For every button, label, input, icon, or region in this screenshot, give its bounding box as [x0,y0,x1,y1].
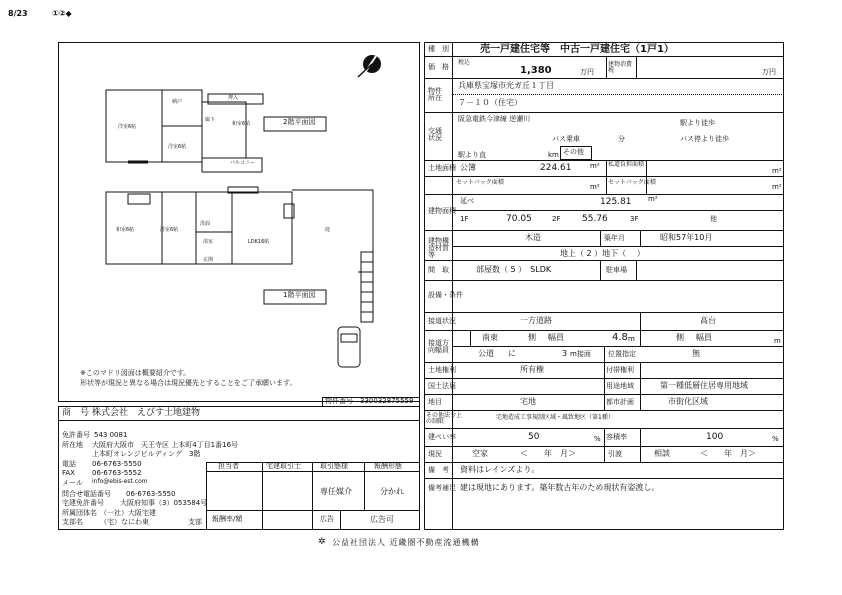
label-road-direction: 接道方向幅員 [428,339,449,354]
kokoku-value: 広告可 [370,515,394,524]
remarks-extra: 建は現地にあります。築年数古年のため現状有姿渡し。 [460,483,660,492]
label-chimoku: 地目 [428,398,442,406]
label-floor-ratio: 容積率 [606,433,627,441]
position-value: 無 [692,349,700,358]
building-tax-unit: 万円 [762,68,776,76]
room-label: 庭 [325,227,331,233]
label-setsubi: 設備・条件 [428,291,463,299]
inquiry-label: 問合せ電話番号 [62,490,111,498]
frontage-label: m接面 [570,350,591,358]
use-zone: 第一種低層住居専用地域 [660,381,748,390]
plan-label-second-floor: 2階平面図 [283,118,316,126]
label-built-date: 築年月 [604,234,625,242]
room-label: 洋室6帖 [118,124,137,130]
road-status: 一方道路 [520,316,552,325]
bukken-number: 330032875559 [360,397,414,405]
nobe-label: 延べ [460,197,474,205]
label-road-status: 接道状況 [428,317,456,325]
address-line-2: ７－１０（住宅） [458,98,522,107]
room-label: 納戸 [172,99,183,105]
frontage-value: 3 [562,349,568,358]
kokoku-label: 広告 [320,515,334,523]
setback-unit-2: m² [772,183,782,191]
city-planning: 市街化区域 [668,397,708,406]
footer-organization: 公益社団法人 近畿圏不動産流通機構 [332,538,480,547]
room-label: 玄関 [203,257,214,263]
fax-label: FAX [62,469,75,477]
plan-label-first-floor: 1階平面図 [283,291,316,299]
header-icons: ①②◆ [52,9,72,18]
room-label: 洋室6帖 [168,144,187,150]
label-attached-rights: 付帯権利 [606,366,634,374]
madori-value: 部屋数（ 5 ） SLDK [476,265,552,274]
land-area-value: 224.61 [540,163,572,173]
plan-note-1: ※このマドリ図面は概要紹介です。 [80,369,191,377]
label-kakaku: 価 格 [428,63,449,71]
label-remarks: 備 考 [428,466,449,474]
floor-2-label: 2F [552,215,561,223]
label-remarks-extra: 備考補足 [428,484,456,492]
room-label: LDK16帖 [248,239,270,245]
bus-ride: バス乗車 [552,135,580,143]
nobe-value: 125.81 [600,197,632,207]
current-status-date: ＜ 年 月＞ [520,449,576,458]
road-side-2: 側 [676,333,684,342]
built-date: 昭和57年10月 [660,233,713,242]
train-line: 阪急電鉄今津線 逆瀬川 [458,115,531,123]
bus-walk: バス停より徒歩 [680,135,729,143]
role-header-houshu: 報酬形態 [374,462,402,470]
label-building-area: 建物面積 [428,207,456,215]
label-current-status: 現況 [428,450,442,458]
label-parking: 駐車場 [606,266,627,274]
floor-other-label: 他 [710,215,717,223]
branch-name: （宅）なにわ東 [100,518,149,526]
tel-label: 電話 [62,460,76,468]
label-position: 位置指定 [608,350,636,358]
bukken-number-label: 物件番号 [325,397,353,405]
label-kokudo: 国土法届 [428,382,456,390]
license-number: 543 0081 [94,431,128,439]
floor-1-label: 1F [460,215,469,223]
property-title: 売一戸建住宅等 中古一戸建住宅（1戸1） [480,44,674,55]
label-setback: セットバック面積 [456,179,504,186]
road-ni: に [508,349,516,358]
road-direction-1: 南東 [482,333,498,342]
nobe-unit: m² [648,195,658,203]
current-status: 空家 [472,449,488,458]
license-label: 免許番号 [62,431,90,439]
houshu-value: 分かれ [380,487,404,496]
room-label: 押入 [228,95,239,101]
floor-ratio-unit: % [772,435,779,443]
label-structure: 建物構造材質等 [428,237,449,259]
room-label: 和室6帖 [116,227,135,233]
floor-2-value: 55.76 [582,214,608,224]
takadai-label: 高台 [700,316,716,325]
km-unit: km [548,151,559,159]
remarks: 資料はレインズより。 [460,465,540,474]
label-land-area: 土地面積 [428,164,456,172]
land-rights: 所有権 [520,365,544,374]
land-area-type: 公簿 [460,163,476,172]
plan-note-2: 形状等が現況と異なる場合は現況優先とすることをご了承願います。 [80,379,297,387]
compass-icon [358,55,381,77]
road-width-label-2: 幅員 [696,333,712,342]
label-coverage: 建ぺい率 [428,433,456,441]
role-header-tantou: 担当者 [218,462,239,470]
price-unit: 万円 [580,68,594,76]
chimoku-value: 宅地 [520,397,536,406]
label-private-road: 私道負担面積 [608,161,645,168]
road-side-1: 側 [528,333,536,342]
label-land-rights: 土地権利 [428,366,456,374]
company-address-2: 上本町オレンジビルディング 3階 [92,450,201,458]
land-area-unit: m² [590,162,600,170]
label-other-restrictions: その他法令上の制限 [426,412,463,425]
public-road: 公道 [478,349,494,358]
room-label: 和室6帖 [232,121,251,127]
floor-ratio-value: 100 [706,432,724,442]
takken-number: 大阪府知事（3）053584号 [120,499,208,507]
road-width-unit: m [628,335,635,343]
branch-label: 支部名 [62,518,83,526]
address-line-1: 兵庫県宝塚市光ガ丘１丁目 [458,81,554,90]
association-label: 所属団体名 [62,509,97,517]
other-restrictions: 宅地造成工事規制区域・風致地区（第1種） [496,414,614,421]
room-label: 洗面 [200,221,211,227]
structure-value: 木造 [525,233,541,242]
car-icon [338,327,360,367]
road-width-label: 幅員 [548,333,564,342]
minutes-unit: 分 [618,135,625,143]
label-kotsu: 交通状況 [428,127,442,142]
road-width-value: 4.8 [612,332,628,343]
setback-unit: m² [590,183,600,191]
label-madori: 間 取 [428,266,449,274]
label-use-zone: 用途地域 [606,382,634,390]
page-number: 8/23 [8,9,28,18]
address-label: 所在地 [62,441,83,449]
floor-3-label: 3F [630,215,639,223]
company-fax: 06-6763-5552 [92,469,142,477]
label-city-planning: 都市計画 [606,398,634,406]
price-tax-note: 税込 [458,59,471,66]
branch-suffix: 支部 [188,518,202,526]
footer-logo-icon: ✲ [318,537,326,547]
company-name: 株式会社 えびす土地建物 [92,408,201,418]
label-setback-2: セットバック面積 [608,179,656,186]
role-header-takken: 宅建取引士 [266,462,301,470]
floors-value: 地上（ 2 ）地下（ ） [560,249,645,258]
label-shubetsu: 種 別 [428,45,449,53]
inquiry-tel: 06-6763-5550 [126,490,176,498]
private-road-unit: m² [772,167,782,175]
association-name: （一社）大阪宅建 [100,509,156,517]
price-value: 1,380 [520,65,552,76]
company-mail[interactable]: info@ebis-est.com [92,478,148,485]
label-handover: 引渡 [608,450,622,458]
torihiki-value: 専任媒介 [320,487,352,496]
handover: 相談 [654,449,670,458]
mail-label: メール [62,479,83,487]
coverage-value: 50 [528,432,540,442]
company-address-1: 大阪府大阪市 天王寺区 上本町4丁目1番16号 [92,441,239,449]
houshu-rate-label: 報酬率/額 [212,515,243,523]
role-header-torihiki: 取引態様 [320,462,348,470]
coverage-unit: % [594,435,601,443]
handover-date: ＜ 年 月＞ [700,449,756,458]
road-width-unit-2: m [774,337,781,345]
label-building-tax: 建物消費税 [608,61,633,74]
company-tel: 06-6763-5550 [92,460,142,468]
room-label: バルコニー [230,160,256,166]
company-name-label: 商 号 [62,408,90,418]
room-label: 廊下 [205,117,216,123]
other-label: その他 [563,148,584,156]
room-label: 浴室 [203,239,214,245]
room-label: 洋室6帖 [160,227,179,233]
takken-label: 宅建免許番号 [62,499,104,507]
station-distance: 駅より直 [458,151,486,159]
label-bukken: 物件所在 [428,87,442,102]
floor-plan-drawing [58,42,420,402]
floor-1-value: 70.05 [506,214,532,224]
walk-from-station: 駅より徒歩 [680,119,715,127]
